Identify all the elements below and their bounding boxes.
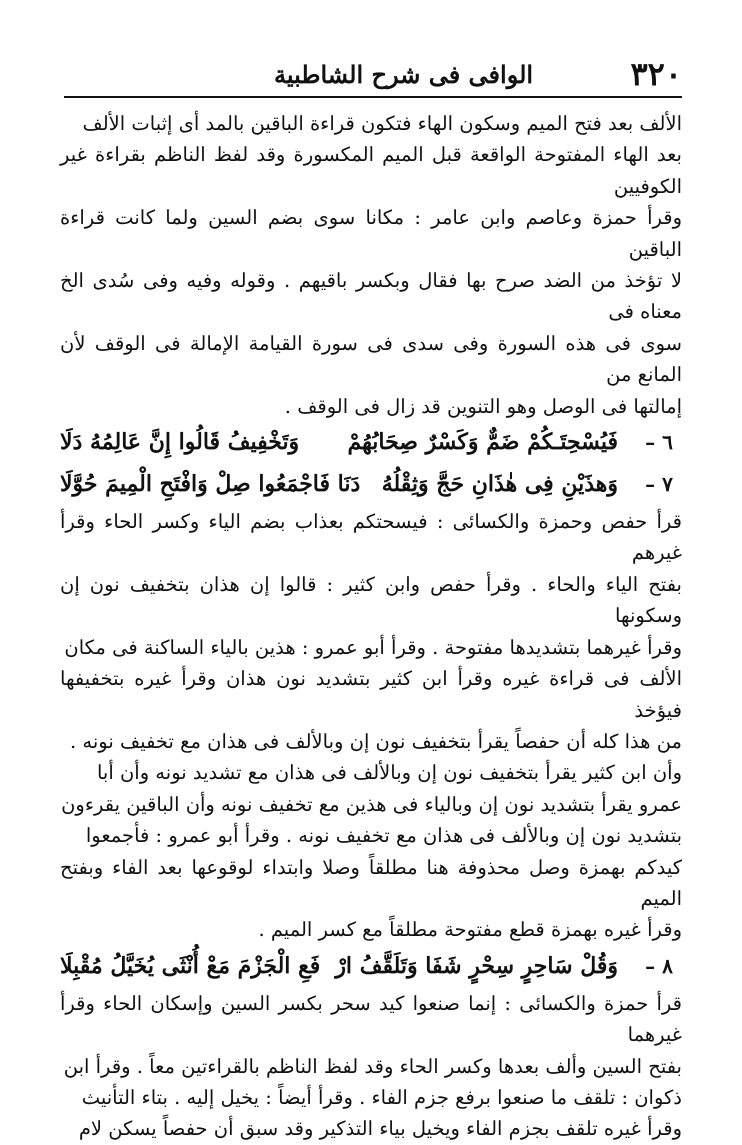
page-header: [64, 52, 682, 98]
verse-line: [60, 951, 618, 982]
verse-6: [60, 422, 682, 464]
paragraph-1: [60, 108, 682, 422]
verse-first-hemistich: فَيُسْحِتَـكُمْ ضَمٌّ وَكَسْرٌ صِحَابُهُمْ: [347, 429, 618, 456]
text-line: وقرأ غيره بهمزة قطع مفتوحة مطلقاً مع كسر الميم .: [258, 918, 682, 942]
verse-number: ٦ –: [645, 430, 673, 455]
running-title: الوافى فى شرح الشاطبية: [274, 59, 534, 89]
text-line: إمالتها فى الوصل وهو التنوين قد زال فى الوقف .: [284, 394, 682, 418]
text-line: الألف بعد فتح الميم وسكون الهاء فتكون قراءة الباقين بالمد أى إثبات الألف: [82, 112, 682, 135]
text-line: كيدكم بهمزة وصل محذوفة هنا مطلقاً وصلا وابتداء لوقوعها بعد الفاء وبفتح الميم: [60, 855, 682, 910]
verse-8: [60, 946, 682, 988]
text-line: سوى فى هذه السورة وفى سدى فى سورة القيامة الإمالة فى الوقف لأن المانع من: [60, 331, 682, 387]
verse-number: ٨ –: [645, 954, 673, 979]
verse-line: [60, 469, 618, 500]
text-line: الألف فى قراءة غيره وقرأ ابن كثير بتشديد نون هذان وقرأ غيره بتخفيفها فيؤخذ: [60, 667, 682, 722]
verse-second-hemistich: وَتَخْفِيفُ قَالُوا إِنَّ عَالِمُهُ دَلَا: [60, 429, 300, 456]
text-line: قرأ حفص وحمزة والكسائى : فيسحتكم بعذاب بضم الياء وكسر الحاء وقرأ غيرهم: [60, 510, 682, 565]
verse-first-hemistich: وَهذَيْنِ فِى هٰذَانِ حَجَّ وَثِقْلُهُ: [381, 471, 618, 498]
text-line: ذكوان : تلقف ما صنعوا برفع جزم الفاء . وقرأ أيضاً : يخيل إليه . بتاء التأنيث: [81, 1085, 682, 1109]
text-line: وأن ابن كثير يقرأ بتخفيف نون إن وبالألف فى هذان مع تشديد نونه وأن أبا: [96, 761, 682, 785]
text-line: بفتح السين وألف بعدها وكسر الحاء وقد لفظ الناظم بالقراءتين معاً . وقرأ ابن: [63, 1054, 682, 1078]
text-line: بعد الهاء المفتوحة الواقعة قبل الميم المكسورة وقد لفظ الناظم بقراءة غير الكوفيين: [60, 143, 682, 198]
verse-number: ٧ –: [645, 472, 673, 497]
paragraph-2: [60, 506, 682, 946]
paragraph-3: [60, 988, 682, 1145]
verse-line: [60, 427, 618, 458]
text-line: من هذا كله أن حفصاً يقرأ بتخفيف نون إن وبالألف فى هذان مع تخفيف نونه .: [70, 729, 682, 753]
text-line: قرأ حمزة والكسائى : إنما صنعوا كيد سحر بكسر السين وإسكان الحاء وقرأ غيرهما: [60, 991, 682, 1047]
verse-7: [60, 464, 682, 506]
text-line: وقرأ حمزة وعاصم وابن عامر : مكانا سوى بضم السين ولما كانت قراءة الباقين: [60, 206, 682, 261]
text-line: بفتح الياء والحاء . وقرأ حفص وابن كثير : قالوا إن هذان بتخفيف نون إن وسكونها: [60, 572, 682, 628]
verse-second-hemistich: دَنَا فَاجْمَعُوا صِلْ وَافْتَحِ الْمِيمَ حُوَّلَا: [60, 471, 361, 498]
text-line: عمرو يقرأ بتشديد نون إن وبالياء فى هذين مع تخفيف نونه وأن الباقين يقرءون: [61, 792, 682, 816]
text-line: وقرأ غيره تلقف بجزم الفاء ويخيل بياء التذكير وقد سبق أن حفصاً يسكن لام: [78, 1117, 682, 1141]
verse-second-hemistich: فَعِ الْجَزْمَ مَعْ أُنْثَى يُخَيَّلُ مُقْبِلَا: [60, 953, 321, 980]
text-line: وقرأ غيرهما بتشديدها مفتوحة . وقرأ أبو عمرو : هذين بالياء الساكنة فى مكان: [64, 635, 682, 659]
text-line: بتشديد نون إن وبالألف فى هذان مع تخفيف نونه . وقرأ أبو عمرو : فأجمعوا: [85, 824, 682, 848]
text-line: لا تؤخذ من الضد صرح بها فقال وبكسر باقيهم . وقوله وفيه وفى سُدى الخ معناه فى: [60, 269, 682, 324]
page-number: ٣٢٠: [630, 55, 682, 93]
verse-first-hemistich: وَقُلْ سَاحِرٍ سِحْرٍ شَفَا وَتَلَقَّفُ ارْ: [335, 953, 618, 980]
page-body: [60, 108, 682, 1145]
